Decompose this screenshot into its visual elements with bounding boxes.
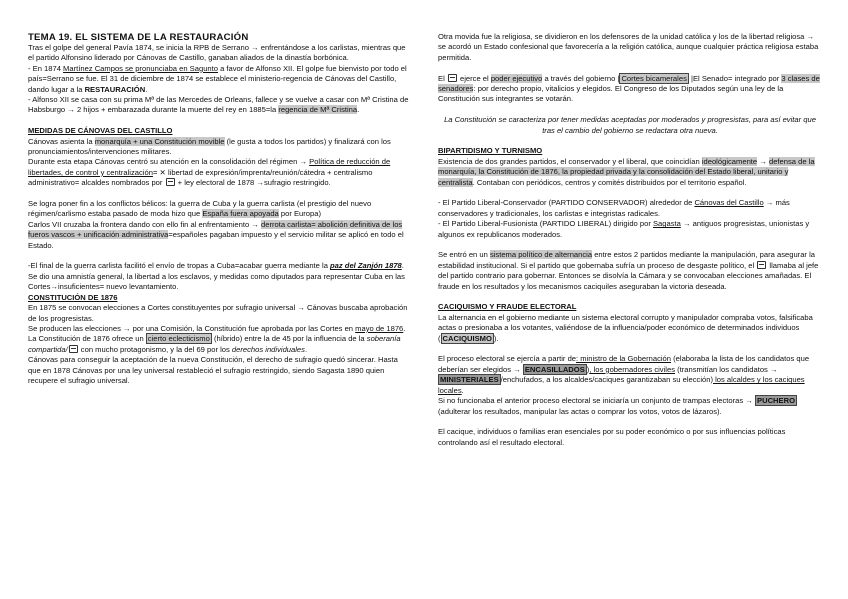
constitucion-paragraph-4: Cánovas para conseguir la aceptación de la nueva Constitución, el derecho de sufragio quedó sincerar. Hasta que en 1878 Cánovas por una ley universal restableció el sufragio restringido, siendo Sagasta 1890 quien recupere el sufragio universal. <box>28 355 398 385</box>
section-heading-bipartidismo: BIPARTIDISMO Y TURNISMO <box>438 146 543 156</box>
right-column <box>438 32 822 448</box>
document-icon <box>757 261 766 269</box>
document-icon <box>166 178 175 186</box>
medidas-paragraph-4: Carlos VII cruzaba la frontera dando con ello fin al enfrentamiento → derrota carlista= abolición definitiva de los fueros vascos + unificación administrativa=españoles pagaban impuesto y el servicio militar se aplicó en todo el Estado. <box>28 219 404 250</box>
section-heading-constitucion: CONSTITUCIÓN DE 1876 <box>28 292 118 302</box>
bipartidismo-paragraph-3: - El Partido Liberal-Fusionista (PARTIDO LIBERAL) dirigido por Sagasta → antiguos progresistas, unionistas y algunos ex republicanos moderados. <box>438 219 810 239</box>
medidas-paragraph-3: Se logra poner fin a los conflictos bélicos: la guerra de Cuba y la guerra carlista (el prestigio del nuevo régimen/carlismo estaba pasado de moda hizo que España fuera apoyada por Europa) <box>28 199 372 219</box>
poder-paragraph: El ejerce el poder ejecutivo a través del gobierno | Cortes bicamerales |El Senado= integrado por 3 clases de senadores: por derecho propio, vitalicios y elegidos. El Congreso de los Diputados según una ley de la Constitución sus integrantes se votarán. <box>438 73 820 104</box>
page-title: TEMA 19. EL SISTEMA DE LA RESTAURACIÓN <box>28 32 249 43</box>
intro-paragraph-1: Tras el golpe del general Pavía 1874, se inicia la RPB de Serrano → enfrentándose a los carlistas, mientras que el partido Alfonsino liderado por Cánovas de Castillo, ganaban aliados de la dinastía borbónica. <box>28 43 406 63</box>
caciquismo-paragraph-3: Si no funcionaba el anterior proceso electoral se iniciaría un conjunto de trampas electoras → PUCHERO (adulterar los resultados, manipular las actas o comprar los votos, votos de lázaros). <box>438 396 795 416</box>
constitucion-paragraph-2: Se producen las elecciones → por una Comisión, la Constitución fue aprobada por las Cortes en mayo de 1876. <box>28 323 406 333</box>
constitution-quote: La Constitución se caracteriza por tener medidas aceptadas por moderados y progresistas, para así evitar que tras el cambio del gobierno se redactara otra nueva. <box>444 115 816 135</box>
religion-paragraph: Otra movida fue la religiosa, se dividieron en los defensores de la unidad católica y los de la libertad religiosa → se acordó un Estado confesional que favorecería a la religión católica, aunque cualquier práctica religiosa estaba permitida. <box>438 32 819 62</box>
caciquismo-paragraph-1: La alternancia en el gobierno mediante un sistema electoral corrupto y manipulador compraba votos, falsificaba actas o presionaba a los votantes, valiéndose de la influencia/poder económico de determinados individuos ( CACIQUISMO ). <box>438 312 813 343</box>
medidas-paragraph-2: Durante esta etapa Cánovas centró su atención en la consolidación del régimen → Política de reducción de libertades, de control y centralización= ✕ libertad de expresión/imprenta/reunión/cátedra + centralismo administrativo= alcaldes nombrados por + ley electoral de 1878 →sufragio restringido. <box>28 157 391 188</box>
left-column <box>28 32 412 386</box>
section-heading-caciquismo: CACIQUISMO Y FRAUDE ELECTORAL <box>438 302 577 312</box>
caciquismo-paragraph-4: El cacique, individuos o familias eran esenciales por su poder económico o por sus influencias políticas controlando así el resultado electoral. <box>438 427 786 447</box>
constitucion-paragraph-3: La Constitución de 1876 ofrece un cierto eclecticismo (híbrido) entre la de 45 por la influencia de la soberanía compartida/ con mucho protagonismo, y la del 69 por los derechos individuales. <box>28 334 401 354</box>
bipartidismo-paragraph-2: - El Partido Liberal-Conservador (PARTIDO CONSERVADOR) alrededor de Cánovas del Castillo → más conservadores y tradicionales, los carlistas e integristas radicales. <box>438 198 790 218</box>
document-icon <box>69 345 78 353</box>
medidas-paragraph-5: -El final de la guerra carlista facilitó el envío de tropas a Cuba=acabar guerra mediante la paz del Zanjón 1878. Se dio una amnistía general, la libertad a los esclavos, y medidas como diputados para representar Cuba en las Cortes→insuficientes= nuevo levantamiento. <box>28 261 405 292</box>
intro-paragraph-2: - En 1874 Martínez Campos se pronunciaba en Sagunto a favor de Alfonso XII. El golpe fue bienvisto por todo el país=Serrano se fue. El 31 de diciembre de 1874 se establece el ministerio-regencia de Cánovas del Castillo, dando lugar a la RESTAURACIÓN. <box>28 63 407 94</box>
medidas-paragraph-1: Cánovas asienta la monarquía + una Constitución movible (le gusta a todos los partidos) y finalizará con los pronunciamientos/intervenciones militares. <box>28 136 391 157</box>
caciquismo-paragraph-2: El proceso electoral se ejercía a partir de: ministro de la Gobernación (elaboraba la lista de los candidatos que deberían ser elegidos → ENCASILLADOS ), los gobernadores civiles (transmitían los candidatos → MINISTERIALES /enchufados, a los alcaldes/caciques garantizaban su elección) los alcaldes y los caciques locales. <box>438 354 810 395</box>
bipartidismo-paragraph-4: Se entró en un sistema político de alternancia entre estos 2 partidos mediante la manipulación, para asegurar la estabilidad institucional. Si el partido que gobernaba sufría un proceso de desgaste político, el llamaba al jefe del partido contrario para gobernar. Entonces se disolvía la Cámara y se convocaban elecciones amañadas. El fraude en los resultados y los mecanismos caciquiles aseguraban la victoria deseada. <box>438 250 819 291</box>
intro-paragraph-3: - Alfonso XII se casa con su prima Mª de las Mercedes de Orleans, fallece y se vuelve a casar con Mª Cristina de Habsburgo → 2 hijos + embarazada durante la muerte del rey en 1885=la regencia de Mª Cristina. <box>28 95 409 115</box>
document-icon <box>448 74 457 82</box>
section-heading-medidas: MEDIDAS DE CÁNOVAS DEL CASTILLO <box>28 126 173 136</box>
constitucion-paragraph-1: En 1875 se convocan elecciones a Cortes constituyentes por sufragio universal → Cánovas buscaba aprobación de los progresistas. <box>28 303 408 323</box>
bipartidismo-paragraph-1: Existencia de dos grandes partidos, el conservador y el liberal, que coincidían ideológicamente → defensa de la monarquía, la Constitución de 1876, la propiedad privada y la consolidación del Estado liberal, unitario y centralista. Contaban con periódicos, centros y comités distribuidos por el territorio español. <box>438 156 815 187</box>
